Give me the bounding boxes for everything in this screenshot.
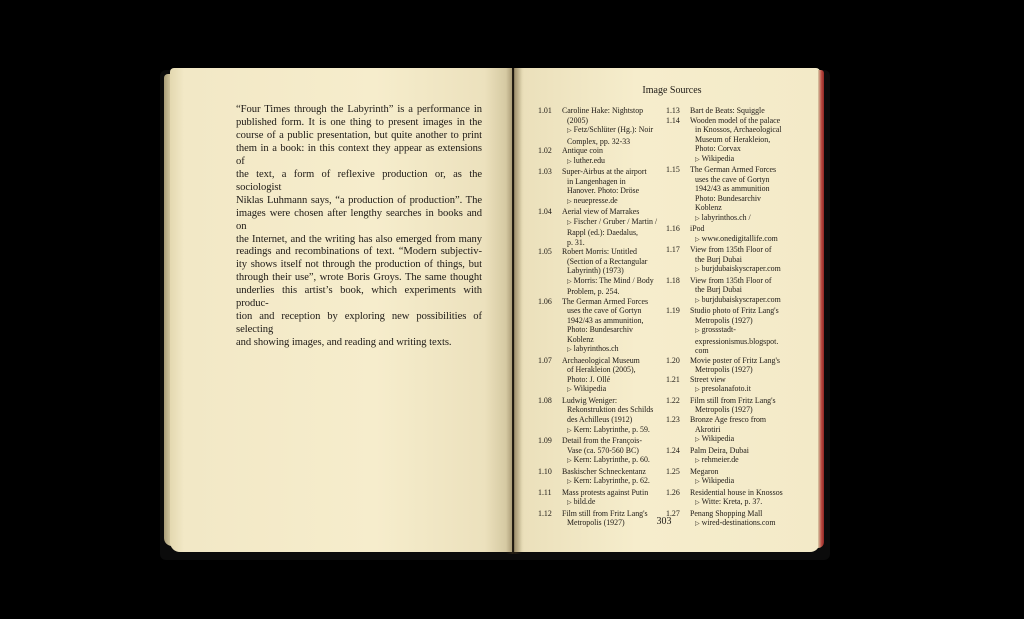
entry-line-text: Complex, pp. 32-33 <box>567 136 631 146</box>
entry-line-text: Akrotiri <box>695 424 721 434</box>
entry-text <box>690 446 806 467</box>
right-page-edge <box>818 70 824 548</box>
entry-line <box>690 425 806 435</box>
entry-line-text: Kern: Labyrinthe, p. 59. <box>573 424 650 434</box>
image-source-entry <box>538 106 664 146</box>
entry-line <box>562 257 664 267</box>
image-source-entry <box>666 396 806 415</box>
reference-arrow-icon: ▷ <box>695 500 700 507</box>
entry-line <box>562 306 664 316</box>
entry-line-text: uses the cave of Gortyn <box>695 174 770 184</box>
reference-arrow-icon: ▷ <box>567 500 572 507</box>
entry-reference-line <box>690 264 806 276</box>
image-source-entry <box>666 467 806 488</box>
entry-line-text: (Section of a Rectangular <box>567 256 648 266</box>
reference-arrow-icon: ▷ <box>567 479 572 486</box>
entry-line <box>690 467 806 477</box>
entry-line-text: bild.de <box>573 497 596 507</box>
paragraph-line: course of a public presentation, but quite another to print <box>236 129 482 141</box>
paragraph-line: Niklas Luhmann says, “a production of production”. The <box>236 194 482 206</box>
left-page-paragraph <box>236 104 482 350</box>
entry-text <box>562 207 664 247</box>
entry-line-text: Wikipedia <box>573 384 607 394</box>
image-source-entry <box>666 276 806 307</box>
entry-number: 1.21 <box>666 374 680 384</box>
entry-reference-line <box>690 213 806 225</box>
entry-line <box>690 165 806 175</box>
entry-line <box>562 316 664 326</box>
entry-line-text: in Knossos, Archaeological <box>695 125 782 135</box>
entry-text <box>690 467 806 488</box>
image-source-entry <box>538 467 664 488</box>
entry-text <box>562 436 664 467</box>
entry-line <box>690 116 806 126</box>
reference-arrow-icon: ▷ <box>695 521 700 528</box>
entry-reference-line <box>562 476 664 488</box>
entry-line <box>690 255 806 265</box>
entry-line <box>690 144 806 154</box>
entry-line <box>690 316 806 326</box>
entry-line-text: The German Armed Forces <box>690 165 777 175</box>
entry-reference-line <box>562 196 664 208</box>
entry-number: 1.23 <box>666 414 680 424</box>
image-source-entry <box>666 245 806 276</box>
reference-arrow-icon: ▷ <box>567 347 572 354</box>
entry-line <box>690 175 806 185</box>
entry-line-text: Photo: Bundesarchiv <box>695 193 761 203</box>
entry-line-text: burjdubaiskyscraper.com <box>701 264 781 274</box>
paragraph-line: and showing images, and reading and writing texts. <box>236 337 452 349</box>
entry-line <box>690 106 806 116</box>
reference-arrow-icon: ▷ <box>695 236 700 243</box>
image-source-entry <box>538 297 664 356</box>
entry-line <box>562 356 664 366</box>
entry-number: 1.16 <box>666 224 680 234</box>
image-source-entry <box>538 207 664 247</box>
entry-line-text: Archaeological Museum <box>562 355 640 365</box>
entry-number: 1.03 <box>538 167 552 177</box>
entry-line-text: Photo: J. Ollé <box>567 374 611 384</box>
entry-line <box>562 116 664 126</box>
entry-line-text: luther.edu <box>573 155 605 165</box>
entry-line <box>562 446 664 456</box>
entry-number: 1.06 <box>538 296 552 306</box>
reference-arrow-icon: ▷ <box>567 198 572 205</box>
page-number: 303 <box>656 516 672 527</box>
entry-line <box>690 396 806 406</box>
entry-reference-line <box>562 125 664 137</box>
entry-line <box>690 405 806 415</box>
entry-line <box>690 415 806 425</box>
entry-line-text: Ludwig Weniger: <box>562 395 618 405</box>
paragraph-line: through their use”, wrote Boris Groys. The same thought <box>236 272 482 284</box>
entry-line-text: Metropolis (1927) <box>695 315 753 325</box>
entry-number: 1.04 <box>538 207 552 217</box>
entry-text <box>562 356 664 396</box>
entry-line-text: Metropolis (1927) <box>695 405 753 415</box>
entry-line <box>690 509 806 519</box>
entry-line-text: (2005) <box>567 115 589 125</box>
reference-arrow-icon: ▷ <box>695 437 700 444</box>
entry-line-text: Studio photo of Fritz Lang's <box>690 306 779 316</box>
entry-line <box>690 306 806 316</box>
entry-number: 1.07 <box>538 355 552 365</box>
entry-line-text: the Burj Dubai <box>695 254 742 264</box>
entry-line-text: Koblenz <box>695 203 722 213</box>
entry-line-text: View from 135th Floor of <box>690 275 772 285</box>
entry-line-text: 1942/43 as ammunition, <box>567 315 644 325</box>
image-source-entry <box>666 488 806 509</box>
entry-line-text: Bronze Age fresco from <box>690 414 767 424</box>
image-source-entry <box>666 165 806 224</box>
entry-line-text: Mass protests against Putin <box>562 487 649 497</box>
entry-line <box>562 396 664 406</box>
entry-text <box>690 245 806 276</box>
entry-line-text: Photo: Bundesarchiv <box>567 325 633 335</box>
entry-reference-line <box>690 518 806 530</box>
entry-line-text: Bart de Beats: Squiggle <box>690 106 765 115</box>
reference-arrow-icon: ▷ <box>695 297 700 304</box>
entry-line-text: des Achilleus (1912) <box>567 414 633 424</box>
image-source-entry <box>666 375 806 396</box>
entry-line <box>690 224 806 234</box>
entry-line <box>562 405 664 415</box>
entry-line <box>562 488 664 498</box>
entry-line <box>562 266 664 276</box>
entry-line-text: Residential house in Knossos <box>690 487 783 497</box>
image-source-entry <box>538 488 664 509</box>
paragraph-line: “Four Times through the Labyrinth” is a performance in <box>236 104 482 115</box>
entry-reference-line <box>562 217 664 229</box>
entry-line-text: Koblenz <box>567 334 594 344</box>
entry-line <box>562 177 664 187</box>
entry-line-text: expressionismus.blogspot. <box>695 336 779 346</box>
entry-line-text: Wikipedia <box>701 153 735 163</box>
image-sources-column-left <box>538 106 664 528</box>
entry-reference-line <box>562 425 664 437</box>
entry-text <box>690 396 806 415</box>
entry-line-text: www.onedigitallife.com <box>701 233 778 243</box>
entry-reference-line <box>690 384 806 396</box>
reference-arrow-icon: ▷ <box>695 458 700 465</box>
entry-reference-line <box>562 344 664 356</box>
entry-number: 1.19 <box>666 306 680 316</box>
entry-line-text: presolanafoto.it <box>701 384 751 394</box>
entry-line <box>690 184 806 194</box>
entry-text <box>690 375 806 396</box>
entry-text <box>690 509 806 530</box>
reference-arrow-icon: ▷ <box>695 479 700 486</box>
entry-text <box>690 116 806 166</box>
entry-text <box>562 167 664 207</box>
entry-number: 1.08 <box>538 395 552 405</box>
entry-line <box>562 325 664 335</box>
entry-line-text: View from 135th Floor of <box>690 245 772 255</box>
entry-text <box>562 297 664 356</box>
entry-line <box>690 203 806 213</box>
entry-reference-line <box>562 384 664 396</box>
reference-arrow-icon: ▷ <box>695 387 700 394</box>
entry-number: 1.09 <box>538 436 552 446</box>
entry-text <box>690 165 806 224</box>
paragraph-line: underlies this artist’s book, which experiments with produc- <box>236 285 482 310</box>
entry-line <box>562 509 664 519</box>
entry-line-text: Museum of Herakleion, <box>695 134 771 144</box>
entry-line-text: Film still from Fritz Lang's <box>690 395 776 405</box>
entry-line <box>562 137 664 147</box>
entry-line <box>690 346 806 356</box>
entry-line <box>562 207 664 217</box>
entry-line <box>562 518 664 528</box>
entry-text <box>562 106 664 146</box>
paragraph-line: tion and reception by exploring new possibilities of selecting <box>236 311 482 336</box>
entry-line <box>562 375 664 385</box>
image-source-entry <box>538 146 664 167</box>
entry-line-text: Fetz/Schlüter (Hg.): Noir <box>573 125 654 135</box>
image-sources-column-right <box>666 106 806 530</box>
entry-line-text: Kern: Labyrinthe, p. 60. <box>573 455 650 465</box>
image-source-entry <box>666 446 806 467</box>
reference-arrow-icon: ▷ <box>567 387 572 394</box>
entry-line <box>562 247 664 257</box>
entry-text <box>562 247 664 297</box>
image-source-entry <box>666 224 806 245</box>
entry-line-text: rehmeier.de <box>701 455 739 465</box>
entry-line-text: Detail from the François- <box>562 436 642 446</box>
entry-text <box>690 106 806 116</box>
entry-line-text: Photo: Corvax <box>695 144 741 154</box>
paragraph-line: published form. It is one thing to present images in the <box>236 116 482 128</box>
entry-line <box>690 135 806 145</box>
entry-text <box>690 356 806 375</box>
entry-line <box>690 375 806 385</box>
entry-line-text: wired-destinations.com <box>701 518 776 528</box>
entry-reference-line <box>562 156 664 168</box>
paragraph-line: the Internet, and the writing has also emerged from many <box>236 233 482 245</box>
entry-line <box>690 365 806 375</box>
entry-line-text: Antique coin <box>562 146 603 156</box>
image-source-entry <box>666 116 806 166</box>
entry-line-text: Wikipedia <box>701 476 735 486</box>
entry-line-text: Baskischer Schneckentanz <box>562 466 646 476</box>
entry-line <box>562 297 664 307</box>
entry-text <box>562 467 664 488</box>
entry-line-text: Rappl (ed.): Daedalus, <box>567 228 638 238</box>
entry-line-text: Wooden model of the palace <box>690 115 781 125</box>
entry-line <box>690 488 806 498</box>
image-source-entry <box>666 306 806 356</box>
reference-arrow-icon: ▷ <box>695 215 700 222</box>
entry-number: 1.01 <box>538 106 552 115</box>
entry-text <box>690 306 806 356</box>
entry-number: 1.20 <box>666 355 680 365</box>
entry-line-text: in Langenhagen in <box>567 176 626 186</box>
entry-reference-line <box>690 497 806 509</box>
entry-number: 1.18 <box>666 275 680 285</box>
entry-number: 1.15 <box>666 165 680 175</box>
entry-reference-line <box>690 325 806 337</box>
entry-line <box>562 415 664 425</box>
entry-reference-line <box>690 234 806 246</box>
reference-arrow-icon: ▷ <box>567 219 572 226</box>
reference-arrow-icon: ▷ <box>567 158 572 165</box>
entry-line-text: uses the cave of Gortyn <box>567 306 642 316</box>
paragraph-line: images were chosen after lengthy searches in books and on <box>236 207 482 232</box>
entry-line <box>562 167 664 177</box>
entry-line-text: Aerial view of Marrakes <box>562 207 640 217</box>
image-source-entry <box>666 509 806 530</box>
entry-reference-line <box>690 154 806 166</box>
entry-line-text: Robert Morris: Untitled <box>562 247 637 257</box>
paragraph-line: readings and recombinations of text. “Modern subjectiv- <box>236 246 482 258</box>
entry-line <box>562 186 664 196</box>
entry-line-text: Metropolis (1927) <box>567 518 625 528</box>
paragraph-line: them in a book: in this context they appear as extensions of <box>236 142 482 167</box>
entry-line-text: Megaron <box>690 466 719 476</box>
entry-line-text: Metropolis (1927) <box>695 365 753 375</box>
entry-line-text: iPod <box>690 224 705 234</box>
entry-line-text: Rekonstruktion des Schilds <box>567 405 654 415</box>
entry-line <box>562 228 664 238</box>
entry-text <box>690 415 806 446</box>
entry-number: 1.26 <box>666 487 680 497</box>
entry-line-text: Film still from Fritz Lang's <box>562 508 648 518</box>
entry-line <box>690 194 806 204</box>
entry-line <box>690 276 806 286</box>
entry-line-text: Super-Airbus at the airport <box>562 167 647 177</box>
entry-line-text: Penang Shopping Mall <box>690 508 763 518</box>
entry-line <box>690 125 806 135</box>
entry-line-text: Wikipedia <box>701 434 735 444</box>
entry-number: 1.12 <box>538 508 552 518</box>
reference-arrow-icon: ▷ <box>695 267 700 274</box>
entry-number: 1.10 <box>538 466 552 476</box>
reference-arrow-icon: ▷ <box>567 128 572 135</box>
entry-line <box>690 337 806 347</box>
book-gutter <box>506 68 522 554</box>
entry-text <box>690 224 806 245</box>
image-source-entry <box>666 356 806 375</box>
entry-text <box>562 146 664 167</box>
entry-text <box>562 396 664 436</box>
entry-line-text: Hanover. Photo: Dröse <box>567 186 640 196</box>
entry-line <box>562 436 664 446</box>
entry-number: 1.27 <box>666 508 680 518</box>
entry-line-text: Labyrinth) (1973) <box>567 266 624 276</box>
entry-number: 1.11 <box>538 487 552 497</box>
image-source-entry <box>538 396 664 436</box>
entry-line <box>690 245 806 255</box>
entry-line-text: Caroline Hake: Nightstop <box>562 106 644 115</box>
entry-reference-line <box>690 455 806 467</box>
entry-line-text: Palm Deira, Dubai <box>690 445 749 455</box>
entry-line-text: Fischer / Gruber / Martin / <box>573 216 658 226</box>
entry-line <box>562 467 664 477</box>
entry-reference-line <box>690 476 806 488</box>
paragraph-line: ity shows itself not through the production of things, but <box>236 259 482 271</box>
entry-number: 1.17 <box>666 245 680 255</box>
entry-line <box>690 356 806 366</box>
entry-line-text: Vase (ca. 570-560 BC) <box>567 445 639 455</box>
paragraph-line: the text, a form of reflexive production or, as the sociologist <box>236 168 482 193</box>
reference-arrow-icon: ▷ <box>567 458 572 465</box>
entry-text <box>562 509 664 528</box>
entry-reference-line <box>690 295 806 307</box>
entry-line-text: grossstadt- <box>701 325 736 335</box>
entry-line-text: Kern: Labyrinthe, p. 62. <box>573 476 650 486</box>
entry-reference-line <box>690 434 806 446</box>
reference-arrow-icon: ▷ <box>567 427 572 434</box>
entry-text <box>690 488 806 509</box>
image-source-entry <box>538 436 664 467</box>
entry-line <box>562 146 664 156</box>
image-source-entry <box>538 167 664 207</box>
entry-line <box>690 446 806 456</box>
entry-line <box>690 285 806 295</box>
entry-number: 1.24 <box>666 445 680 455</box>
image-sources-heading: Image Sources <box>642 85 702 96</box>
entry-line-text: of Herakleion (2005), <box>567 365 636 375</box>
entry-number: 1.13 <box>666 106 680 115</box>
entry-line <box>562 335 664 345</box>
reference-arrow-icon: ▷ <box>567 278 572 285</box>
entry-line <box>562 106 664 116</box>
entry-number: 1.25 <box>666 466 680 476</box>
entry-number: 1.14 <box>666 115 680 125</box>
entry-line <box>562 238 664 248</box>
entry-line-text: the Burj Dubai <box>695 285 742 295</box>
reference-arrow-icon: ▷ <box>695 156 700 163</box>
entry-line-text: p. 31. <box>567 237 585 247</box>
image-source-entry <box>538 247 664 297</box>
image-source-entry <box>538 509 664 528</box>
entry-line-text: burjdubaiskyscraper.com <box>701 294 781 304</box>
entry-line-text: Problem, p. 254. <box>567 287 620 297</box>
entry-line <box>562 287 664 297</box>
entry-line-text: neuepresse.de <box>573 195 618 205</box>
entry-number: 1.05 <box>538 247 552 257</box>
entry-line-text: The German Armed Forces <box>562 296 649 306</box>
entry-reference-line <box>562 455 664 467</box>
image-source-entry <box>538 356 664 396</box>
entry-number: 1.22 <box>666 395 680 405</box>
entry-text <box>690 276 806 307</box>
entry-line-text: labyrinthos.ch / <box>701 212 751 222</box>
entry-text <box>562 488 664 509</box>
entry-reference-line <box>562 497 664 509</box>
entry-number: 1.02 <box>538 146 552 156</box>
entry-line <box>562 365 664 375</box>
entry-line-text: Morris: The Mind / Body <box>573 275 654 285</box>
entry-line-text: Street view <box>690 374 726 384</box>
entry-line-text: Movie poster of Fritz Lang's <box>690 355 780 365</box>
reference-arrow-icon: ▷ <box>695 328 700 335</box>
entry-line-text: Witte: Kreta, p. 37. <box>701 497 763 507</box>
entry-line-text: labyrinthos.ch <box>573 344 619 354</box>
image-source-entry <box>666 106 806 116</box>
entry-line-text: 1942/43 as ammunition <box>695 184 770 194</box>
image-source-entry <box>666 415 806 446</box>
entry-reference-line <box>562 276 664 288</box>
entry-line-text: com <box>695 346 709 356</box>
